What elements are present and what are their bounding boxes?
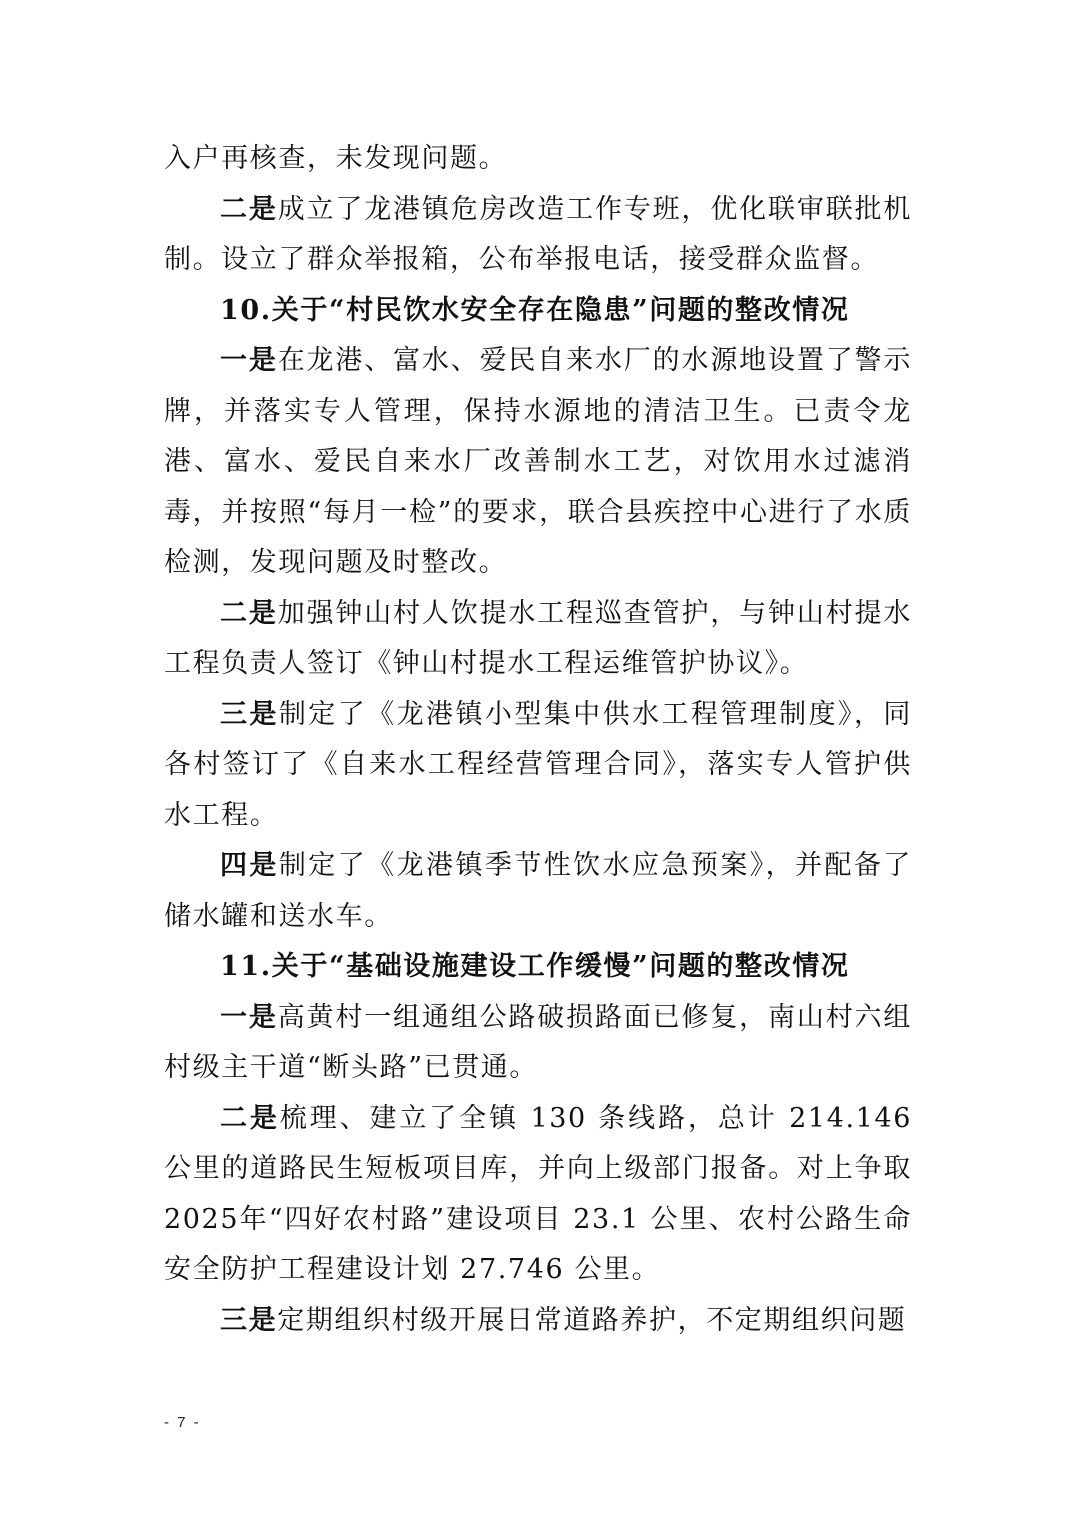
paragraph-2-lead: 二是 (220, 193, 278, 225)
paragraph-4-text: 加强钟山村人饮提水工程巡查管护，与钟山村提水工程负责人签订《钟山村提水工程运维管护协议》。 (164, 597, 912, 679)
paragraph-6-lead: 四是 (220, 850, 279, 881)
paragraph-6-text: 制定了《龙港镇季节性饮水应急预案》，并配备了储水罐和送水车。 (164, 850, 913, 932)
paragraph-4 (164, 589, 912, 690)
paragraph-7 (164, 993, 912, 1094)
paragraph-7-text: 高黄村一组通组公路破损路面已修复，南山村六组村级主干道“断头路”已贯通。 (164, 1001, 912, 1083)
paragraph-9-text: 定期组织村级开展日常道路养护，不定期组织问题 (277, 1304, 907, 1336)
paragraph-9 (164, 1296, 912, 1347)
paragraph-4-lead: 二是 (220, 597, 278, 629)
paragraph-3-text: 在龙港、富水、爱民自来水厂的水源地设置了警示牌，并落实专人管理，保持水源地的清洁卫生。已责令龙港、富水、爱民自来水厂改善制水工艺，对饮用水过滤消毒，并按照“每月一检”的要求，联合县疾控中心进行了水质检测，发现问题及时整改。 (164, 345, 912, 578)
paragraph-8-lead: 二是 (220, 1102, 280, 1134)
paragraph-5-text: 制定了《龙港镇小型集中供水工程管理制度》，同各村签订了《自来水工程经营管理合同》，落实专人管护供水工程。 (164, 698, 913, 831)
section-heading-10: 10.关于“村民饮水安全存在隐患”问题的整改情况 (220, 294, 850, 326)
paragraph-3 (164, 336, 912, 589)
paragraph-5 (164, 690, 912, 842)
section-heading-11: 11.关于“基础设施建设工作缓慢”问题的整改情况 (220, 951, 850, 982)
paragraph-2-text: 成立了龙港镇危房改造工作专班，优化联审联批机制。设立了群众举报箱，公布举报电话，接受群众监督。 (164, 193, 912, 275)
page-number: - 7 - (164, 1414, 201, 1431)
paragraph-3-lead: 一是 (220, 345, 278, 376)
paragraph-2 (164, 185, 912, 286)
document-body (164, 134, 912, 1346)
paragraph-5-lead: 三是 (220, 698, 279, 730)
paragraph-1 (164, 134, 912, 185)
paragraph-7-lead: 一是 (220, 1001, 278, 1033)
paragraph-6 (164, 841, 912, 942)
paragraph-9-lead: 三是 (220, 1304, 278, 1336)
paragraph-8-text: 梳理、建立了全镇 130 条线路，总计 214.146 公里的道路民生短板项目库，并向上级部门报备。对上争取 2025年“四好农村路”建设项目 23.1 公里、农村公路生命安全防护工程建设计划 27.746 公里。 (164, 1102, 912, 1285)
paragraph-8 (164, 1094, 912, 1296)
paragraph-1-text: 入户再核查，未发现问题。 (164, 143, 508, 174)
